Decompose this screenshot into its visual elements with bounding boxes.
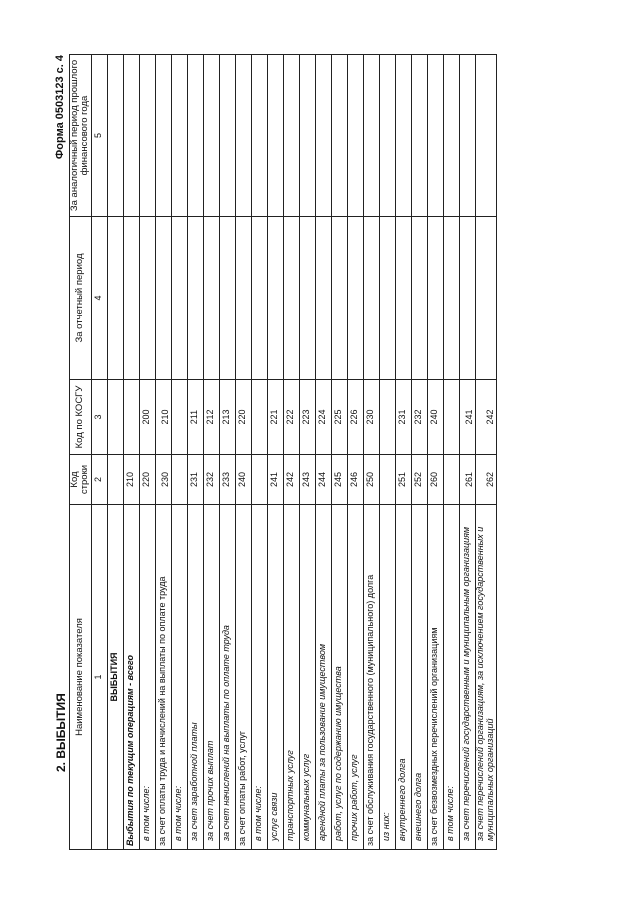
row-code: 240 [235, 455, 251, 505]
row-previous-value [171, 55, 187, 217]
row-previous-value [395, 55, 411, 217]
row-kosgu: 226 [347, 380, 363, 455]
row-kosgu [251, 380, 267, 455]
row-previous-value [475, 55, 496, 217]
table-row [379, 55, 395, 850]
row-name: за счет оплаты работ, услуг [235, 505, 251, 850]
row-current-value [187, 217, 203, 380]
row-kosgu: 224 [315, 380, 331, 455]
row-name: в том числе: [251, 505, 267, 850]
col-header-previous: За аналогичный период прошлого финансового года [70, 55, 92, 217]
row-current-value [379, 217, 395, 380]
row-code: 252 [411, 455, 427, 505]
row-name: прочих работ, услуг [347, 505, 363, 850]
table-row [443, 55, 459, 850]
row-previous-value [251, 55, 267, 217]
row-name: в том числе: [171, 505, 187, 850]
row-current-value [331, 217, 347, 380]
row-code: 230 [155, 455, 171, 505]
row-code: 243 [299, 455, 315, 505]
col-header-current: За отчетный период [70, 217, 92, 380]
table-row [427, 55, 443, 850]
row-name: за счет прочих выплат [203, 505, 219, 850]
row-name: работ, услуг по содержанию имущества [331, 505, 347, 850]
row-code [379, 455, 395, 505]
row-code: 232 [203, 455, 219, 505]
row-kosgu: 223 [299, 380, 315, 455]
row-previous-value [267, 55, 283, 217]
row-current-value [315, 217, 331, 380]
row-code: 244 [315, 455, 331, 505]
row-previous-value [331, 55, 347, 217]
row-code: 245 [331, 455, 347, 505]
row-kosgu: 242 [475, 380, 496, 455]
row-current-value [155, 217, 171, 380]
row-kosgu: 222 [283, 380, 299, 455]
row-current-value [411, 217, 427, 380]
table-row [331, 55, 347, 850]
table-row [171, 55, 187, 850]
row-current-value [235, 217, 251, 380]
row-previous-value [219, 55, 235, 217]
table-row [123, 55, 139, 850]
row-code: 251 [395, 455, 411, 505]
col-header-code: Код строки [70, 455, 92, 505]
table-row [235, 55, 251, 850]
row-current-value [251, 217, 267, 380]
row-name: в том числе: [443, 505, 459, 850]
row-current-value [219, 217, 235, 380]
col-header-name: Наименование показателя [70, 505, 92, 850]
col-num-1: 1 [91, 505, 107, 850]
row-previous-value [155, 55, 171, 217]
row-kosgu: 212 [203, 380, 219, 455]
row-code: 241 [267, 455, 283, 505]
row-kosgu: 241 [459, 380, 475, 455]
row-kosgu: 230 [363, 380, 379, 455]
row-code [171, 455, 187, 505]
row-previous-value [203, 55, 219, 217]
column-number-row [91, 55, 107, 850]
row-kosgu: 225 [331, 380, 347, 455]
table-row [475, 55, 496, 850]
row-name: арендной платы за пользование имуществом [315, 505, 331, 850]
row-previous-value [379, 55, 395, 217]
row-current-value [427, 217, 443, 380]
row-name: за счет заработной платы [187, 505, 203, 850]
section-title: 2. ВЫБЫТИЯ [54, 693, 68, 772]
table-row [347, 55, 363, 850]
outflows-table [69, 54, 497, 850]
header-row [70, 55, 92, 850]
row-kosgu: 221 [267, 380, 283, 455]
row-kosgu [443, 380, 459, 455]
row-code: 261 [459, 455, 475, 505]
row-name: из них: [379, 505, 395, 850]
row-code [443, 455, 459, 505]
row-name: за счет перечислений организациям, за исключением государственных и муниципальных организаций [475, 505, 496, 850]
row-kosgu: 231 [395, 380, 411, 455]
row-current-value [459, 217, 475, 380]
row-kosgu: 240 [427, 380, 443, 455]
row-name: за счет перечислений государственным и муниципальным организациям [459, 505, 475, 850]
row-previous-value [443, 55, 459, 217]
row-previous-value [363, 55, 379, 217]
row-previous-value [315, 55, 331, 217]
row-current-value [283, 217, 299, 380]
table-row [203, 55, 219, 850]
row-code: 233 [219, 455, 235, 505]
col-num-2: 2 [91, 455, 107, 505]
table-row [299, 55, 315, 850]
table-row [363, 55, 379, 850]
row-code: 250 [363, 455, 379, 505]
row-previous-value [299, 55, 315, 217]
row-current-value [475, 217, 496, 380]
row-name: Выбытия по текущим операциям - всего [123, 505, 139, 850]
row-current-value [171, 217, 187, 380]
row-name: за счет безвозмездных перечислений организациям [427, 505, 443, 850]
table-row [411, 55, 427, 850]
table-row [251, 55, 267, 850]
row-current-value [123, 217, 139, 380]
table-row [315, 55, 331, 850]
row-name: в том числе: [139, 505, 155, 850]
row-previous-value [187, 55, 203, 217]
table-row [459, 55, 475, 850]
col-num-4: 4 [91, 217, 107, 380]
row-kosgu [379, 380, 395, 455]
row-name: внутреннего долга [395, 505, 411, 850]
col-header-kosgu: Код по КОСГУ [70, 380, 92, 455]
row-name: за счет оплаты труда и начислений на выплаты по оплате труда [155, 505, 171, 850]
row-name: за счет обслуживания государственного (муниципального) долга [363, 505, 379, 850]
row-previous-value [123, 55, 139, 217]
row-previous-value [139, 55, 155, 217]
row-current-value [267, 217, 283, 380]
row-kosgu: 200 [139, 380, 155, 455]
row-code: 220 [139, 455, 155, 505]
row-previous-value [411, 55, 427, 217]
row-name: коммунальных услуг [299, 505, 315, 850]
row-kosgu: 211 [187, 380, 203, 455]
col-num-5: 5 [91, 55, 107, 217]
row-previous-value [347, 55, 363, 217]
row-code: 231 [187, 455, 203, 505]
row-current-value [139, 217, 155, 380]
table-row [139, 55, 155, 850]
row-current-value [443, 217, 459, 380]
table-row [395, 55, 411, 850]
row-kosgu [123, 380, 139, 455]
row-name: за счет начислений на выплаты по оплате труда [219, 505, 235, 850]
row-code: 210 [123, 455, 139, 505]
row-name: внешнего долга [411, 505, 427, 850]
row-kosgu: 213 [219, 380, 235, 455]
row-code: 260 [427, 455, 443, 505]
row-current-value [395, 217, 411, 380]
table-row [219, 55, 235, 850]
row-current-value [363, 217, 379, 380]
table-row [283, 55, 299, 850]
section-row [107, 55, 123, 850]
row-previous-value [283, 55, 299, 217]
table-row [267, 55, 283, 850]
table-row [155, 55, 171, 850]
form-reference: Форма 0503123 с. 4 [54, 55, 66, 160]
row-kosgu: 232 [411, 380, 427, 455]
row-code: 242 [283, 455, 299, 505]
row-kosgu [171, 380, 187, 455]
row-current-value [299, 217, 315, 380]
row-current-value [347, 217, 363, 380]
row-previous-value [427, 55, 443, 217]
table-row [187, 55, 203, 850]
row-previous-value [235, 55, 251, 217]
row-name: транспортных услуг [283, 505, 299, 850]
row-kosgu: 220 [235, 380, 251, 455]
row-code: 262 [475, 455, 496, 505]
col-num-3: 3 [91, 380, 107, 455]
row-name: услуг связи [267, 505, 283, 850]
row-kosgu: 210 [155, 380, 171, 455]
row-current-value [203, 217, 219, 380]
row-code: 246 [347, 455, 363, 505]
section-label: ВЫБЫТИЯ [107, 505, 123, 850]
row-code [251, 455, 267, 505]
row-previous-value [459, 55, 475, 217]
